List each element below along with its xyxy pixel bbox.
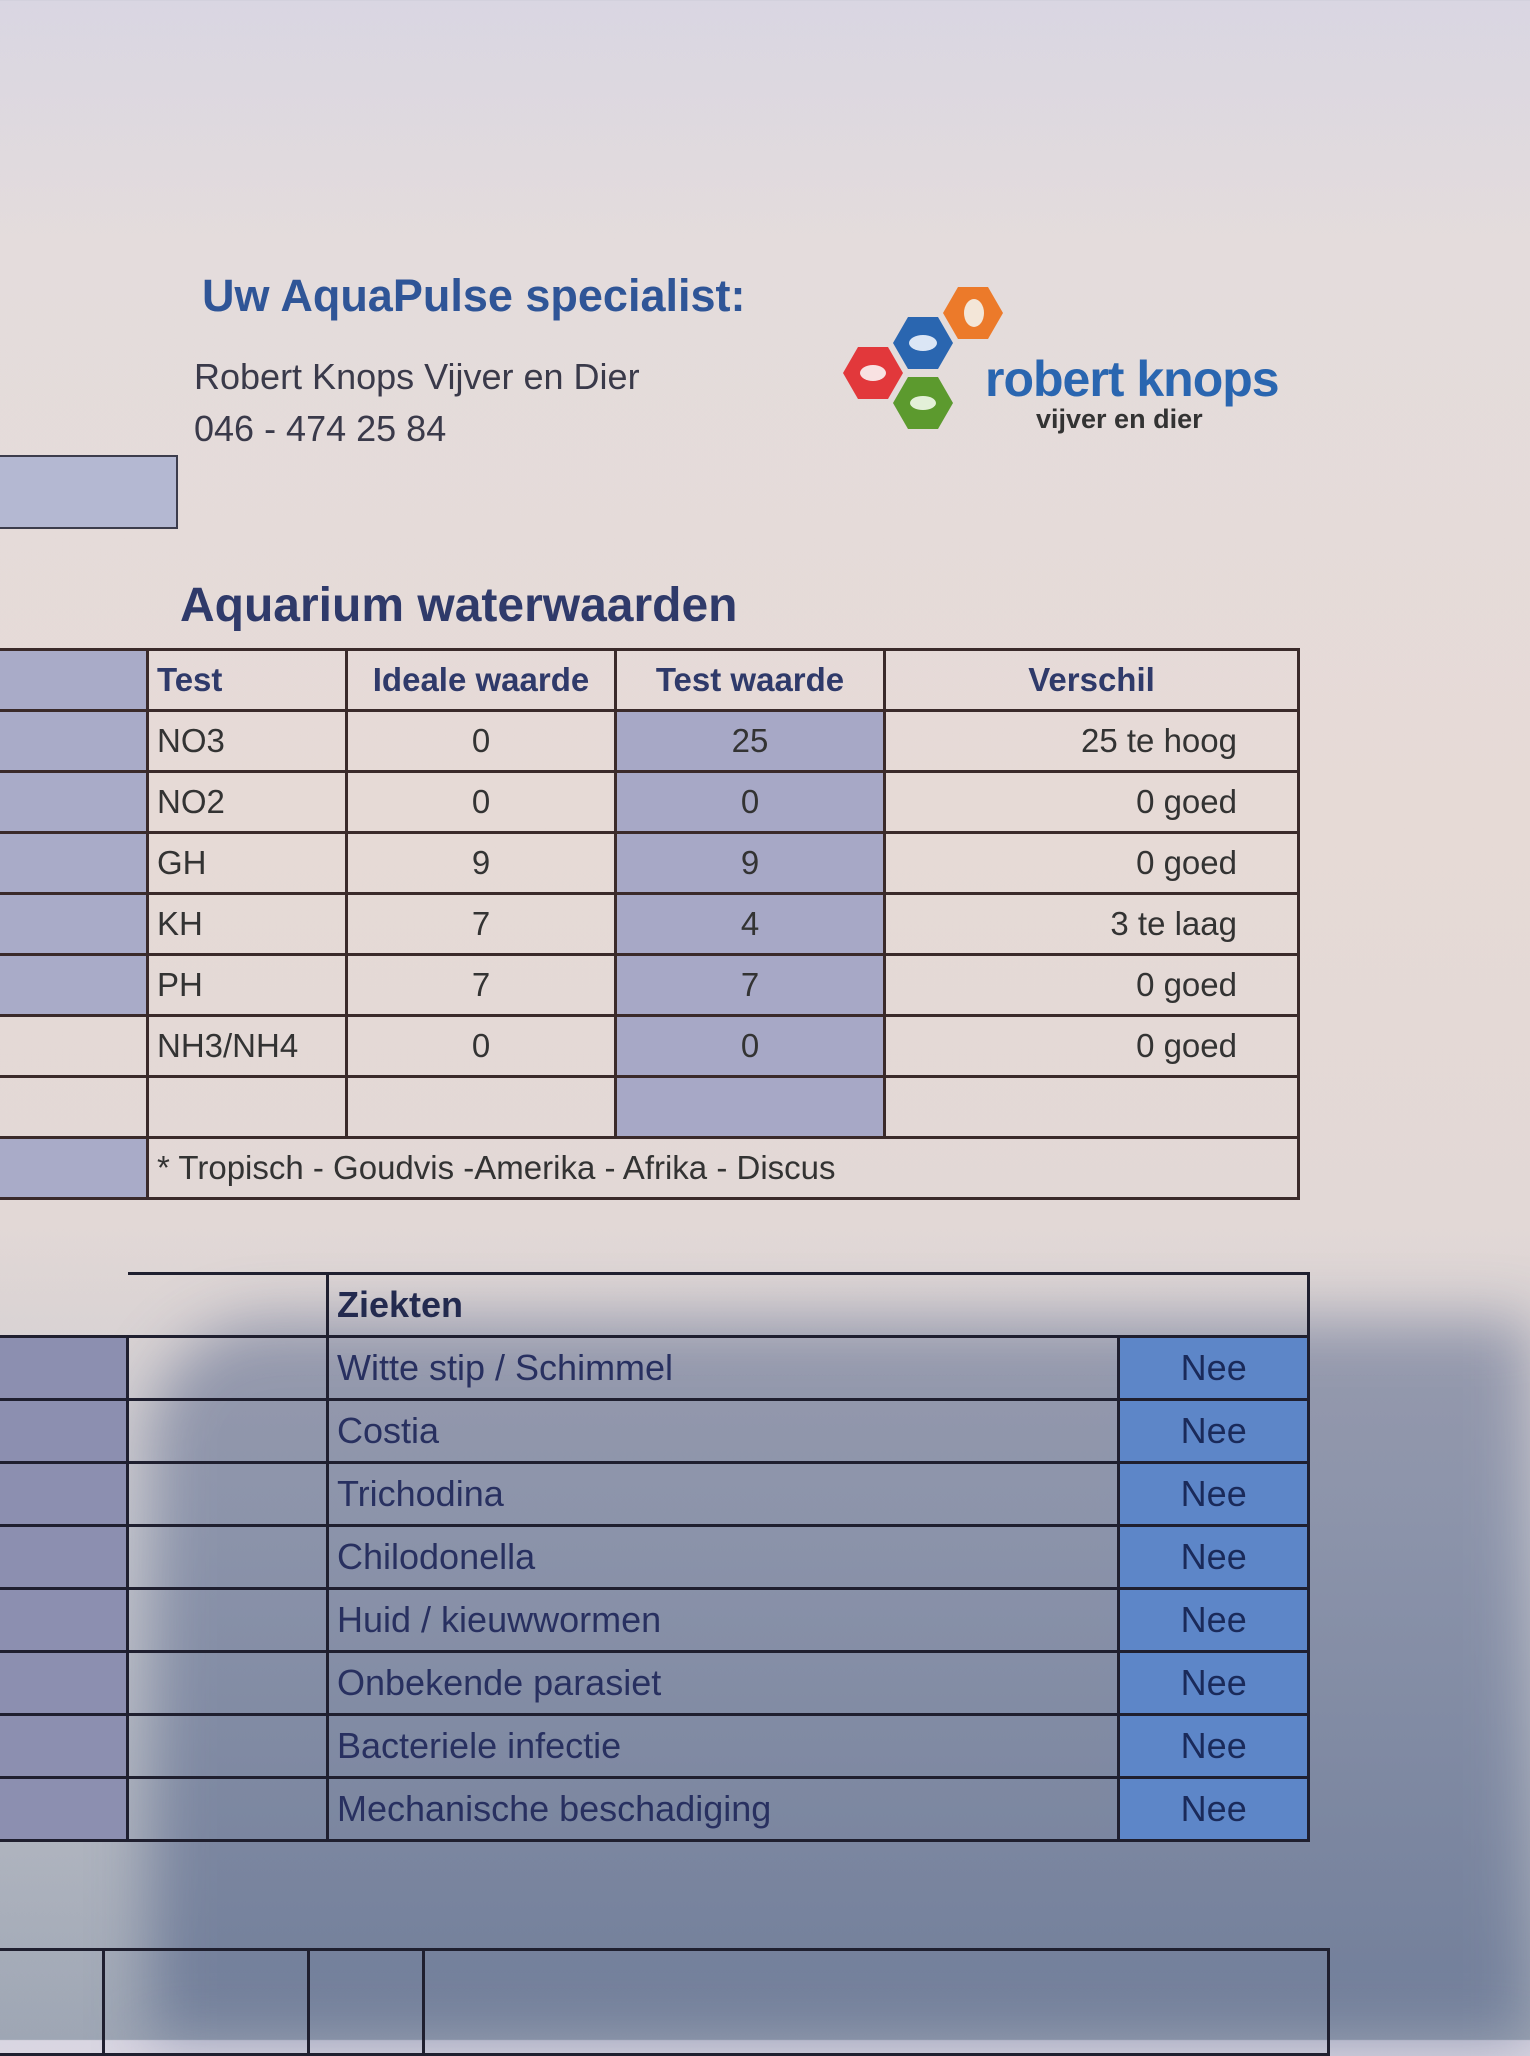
test-value[interactable]: 9 bbox=[616, 833, 885, 894]
table-row bbox=[0, 1337, 1309, 1400]
column-header-value: Test waarde bbox=[616, 650, 885, 711]
disease-answer[interactable]: Nee bbox=[1119, 1463, 1309, 1526]
disease-name: Bacteriele infectie bbox=[328, 1715, 1119, 1778]
specialist-title: Uw AquaPulse specialist: bbox=[202, 270, 746, 321]
ideal-value: 7 bbox=[347, 955, 616, 1016]
ideal-value: 0 bbox=[347, 711, 616, 772]
side-cell bbox=[0, 1077, 148, 1138]
test-name: NH3/NH4 bbox=[148, 1016, 347, 1077]
test-name: NO2 bbox=[148, 772, 347, 833]
disease-name: Huid / kieuwwormen bbox=[328, 1589, 1119, 1652]
side-cell bbox=[0, 955, 148, 1016]
disease-name: Trichodina bbox=[328, 1463, 1119, 1526]
empty-cell bbox=[104, 1950, 309, 2055]
ideal-value: 7 bbox=[347, 894, 616, 955]
logo-tagline: vijver en dier bbox=[1036, 404, 1203, 434]
empty-cell bbox=[424, 1950, 1329, 2055]
table-row bbox=[0, 1652, 1309, 1715]
test-value-empty[interactable] bbox=[616, 1077, 885, 1138]
table-row bbox=[0, 833, 1299, 894]
empty-cell bbox=[128, 1715, 328, 1778]
side-cell bbox=[0, 1463, 128, 1526]
empty-cell bbox=[128, 1400, 328, 1463]
phone-number: 046 - 474 25 84 bbox=[194, 408, 447, 449]
aquarium-types-note: * Tropisch - Goudvis -Amerika - Afrika - Discus bbox=[148, 1138, 1299, 1199]
side-cell bbox=[0, 894, 148, 955]
disease-title: Ziekten bbox=[328, 1274, 1309, 1337]
side-cell bbox=[0, 1652, 128, 1715]
empty-cell bbox=[0, 1950, 104, 2055]
disease-name: Chilodonella bbox=[328, 1526, 1119, 1589]
disease-answer[interactable]: Nee bbox=[1119, 1337, 1309, 1400]
test-value[interactable]: 4 bbox=[616, 894, 885, 955]
table-row bbox=[0, 1400, 1309, 1463]
difference: 0 goed bbox=[885, 772, 1299, 833]
side-cell bbox=[0, 650, 148, 711]
disease-answer[interactable]: Nee bbox=[1119, 1715, 1309, 1778]
empty-cell bbox=[885, 1077, 1299, 1138]
empty-cell bbox=[128, 1337, 328, 1400]
test-name: NO3 bbox=[148, 711, 347, 772]
empty-cell bbox=[128, 1274, 328, 1337]
disease-table bbox=[0, 1272, 1310, 1842]
table-row-empty bbox=[0, 1077, 1299, 1138]
table-row bbox=[0, 1950, 1329, 2055]
empty-cell bbox=[309, 1950, 424, 2055]
empty-cell bbox=[347, 1077, 616, 1138]
table-note-row bbox=[0, 1138, 1299, 1199]
side-cell bbox=[0, 1016, 148, 1077]
difference: 0 goed bbox=[885, 1016, 1299, 1077]
side-cell bbox=[0, 711, 148, 772]
table-row bbox=[0, 894, 1299, 955]
disease-name: Mechanische beschadiging bbox=[328, 1778, 1119, 1841]
side-header-cell bbox=[0, 455, 178, 529]
test-value[interactable]: 0 bbox=[616, 772, 885, 833]
table-row bbox=[0, 1715, 1309, 1778]
table-row bbox=[0, 772, 1299, 833]
empty-cell bbox=[128, 1652, 328, 1715]
side-cell bbox=[0, 1526, 128, 1589]
disease-answer[interactable]: Nee bbox=[1119, 1589, 1309, 1652]
side-cell bbox=[0, 1589, 128, 1652]
difference: 0 goed bbox=[885, 955, 1299, 1016]
difference: 25 te hoog bbox=[885, 711, 1299, 772]
test-value[interactable]: 0 bbox=[616, 1016, 885, 1077]
table-row bbox=[0, 711, 1299, 772]
test-value[interactable]: 25 bbox=[616, 711, 885, 772]
test-name: PH bbox=[148, 955, 347, 1016]
side-cell bbox=[0, 833, 148, 894]
table-row bbox=[0, 955, 1299, 1016]
water-values-table bbox=[0, 648, 1300, 1200]
ideal-value: 9 bbox=[347, 833, 616, 894]
side-cell bbox=[0, 1715, 128, 1778]
difference: 3 te laag bbox=[885, 894, 1299, 955]
table-row bbox=[0, 1463, 1309, 1526]
table-row bbox=[0, 1589, 1309, 1652]
disease-name: Witte stip / Schimmel bbox=[328, 1337, 1119, 1400]
ideal-value: 0 bbox=[347, 772, 616, 833]
difference: 0 goed bbox=[885, 833, 1299, 894]
empty-cell bbox=[128, 1589, 328, 1652]
side-cell bbox=[0, 1778, 128, 1841]
empty-cell bbox=[128, 1526, 328, 1589]
side-cell bbox=[0, 1337, 128, 1400]
logo-wordmark: robert knops bbox=[985, 351, 1279, 407]
water-section-title: Aquarium waterwaarden bbox=[180, 579, 738, 632]
disease-name: Costia bbox=[328, 1400, 1119, 1463]
column-header-test: Test bbox=[148, 650, 347, 711]
table-header-row bbox=[0, 650, 1299, 711]
column-header-diff: Verschil bbox=[885, 650, 1299, 711]
disease-answer[interactable]: Nee bbox=[1119, 1400, 1309, 1463]
disease-answer[interactable]: Nee bbox=[1119, 1778, 1309, 1841]
table-row bbox=[0, 1016, 1299, 1077]
table-row bbox=[0, 1778, 1309, 1841]
side-cell bbox=[0, 1274, 128, 1337]
test-value[interactable]: 7 bbox=[616, 955, 885, 1016]
test-name: GH bbox=[148, 833, 347, 894]
empty-cell bbox=[148, 1077, 347, 1138]
test-name: KH bbox=[148, 894, 347, 955]
side-cell bbox=[0, 1138, 148, 1199]
table-header-row bbox=[0, 1274, 1309, 1337]
disease-name: Onbekende parasiet bbox=[328, 1652, 1119, 1715]
empty-cell bbox=[128, 1463, 328, 1526]
side-cell bbox=[0, 1400, 128, 1463]
disease-answer[interactable]: Nee bbox=[1119, 1652, 1309, 1715]
disease-answer[interactable]: Nee bbox=[1119, 1526, 1309, 1589]
company-name: Robert Knops Vijver en Dier bbox=[194, 356, 640, 397]
side-cell bbox=[0, 772, 148, 833]
empty-cell bbox=[128, 1778, 328, 1841]
ideal-value: 0 bbox=[347, 1016, 616, 1077]
column-header-ideal: Ideale waarde bbox=[347, 650, 616, 711]
table-row bbox=[0, 1526, 1309, 1589]
